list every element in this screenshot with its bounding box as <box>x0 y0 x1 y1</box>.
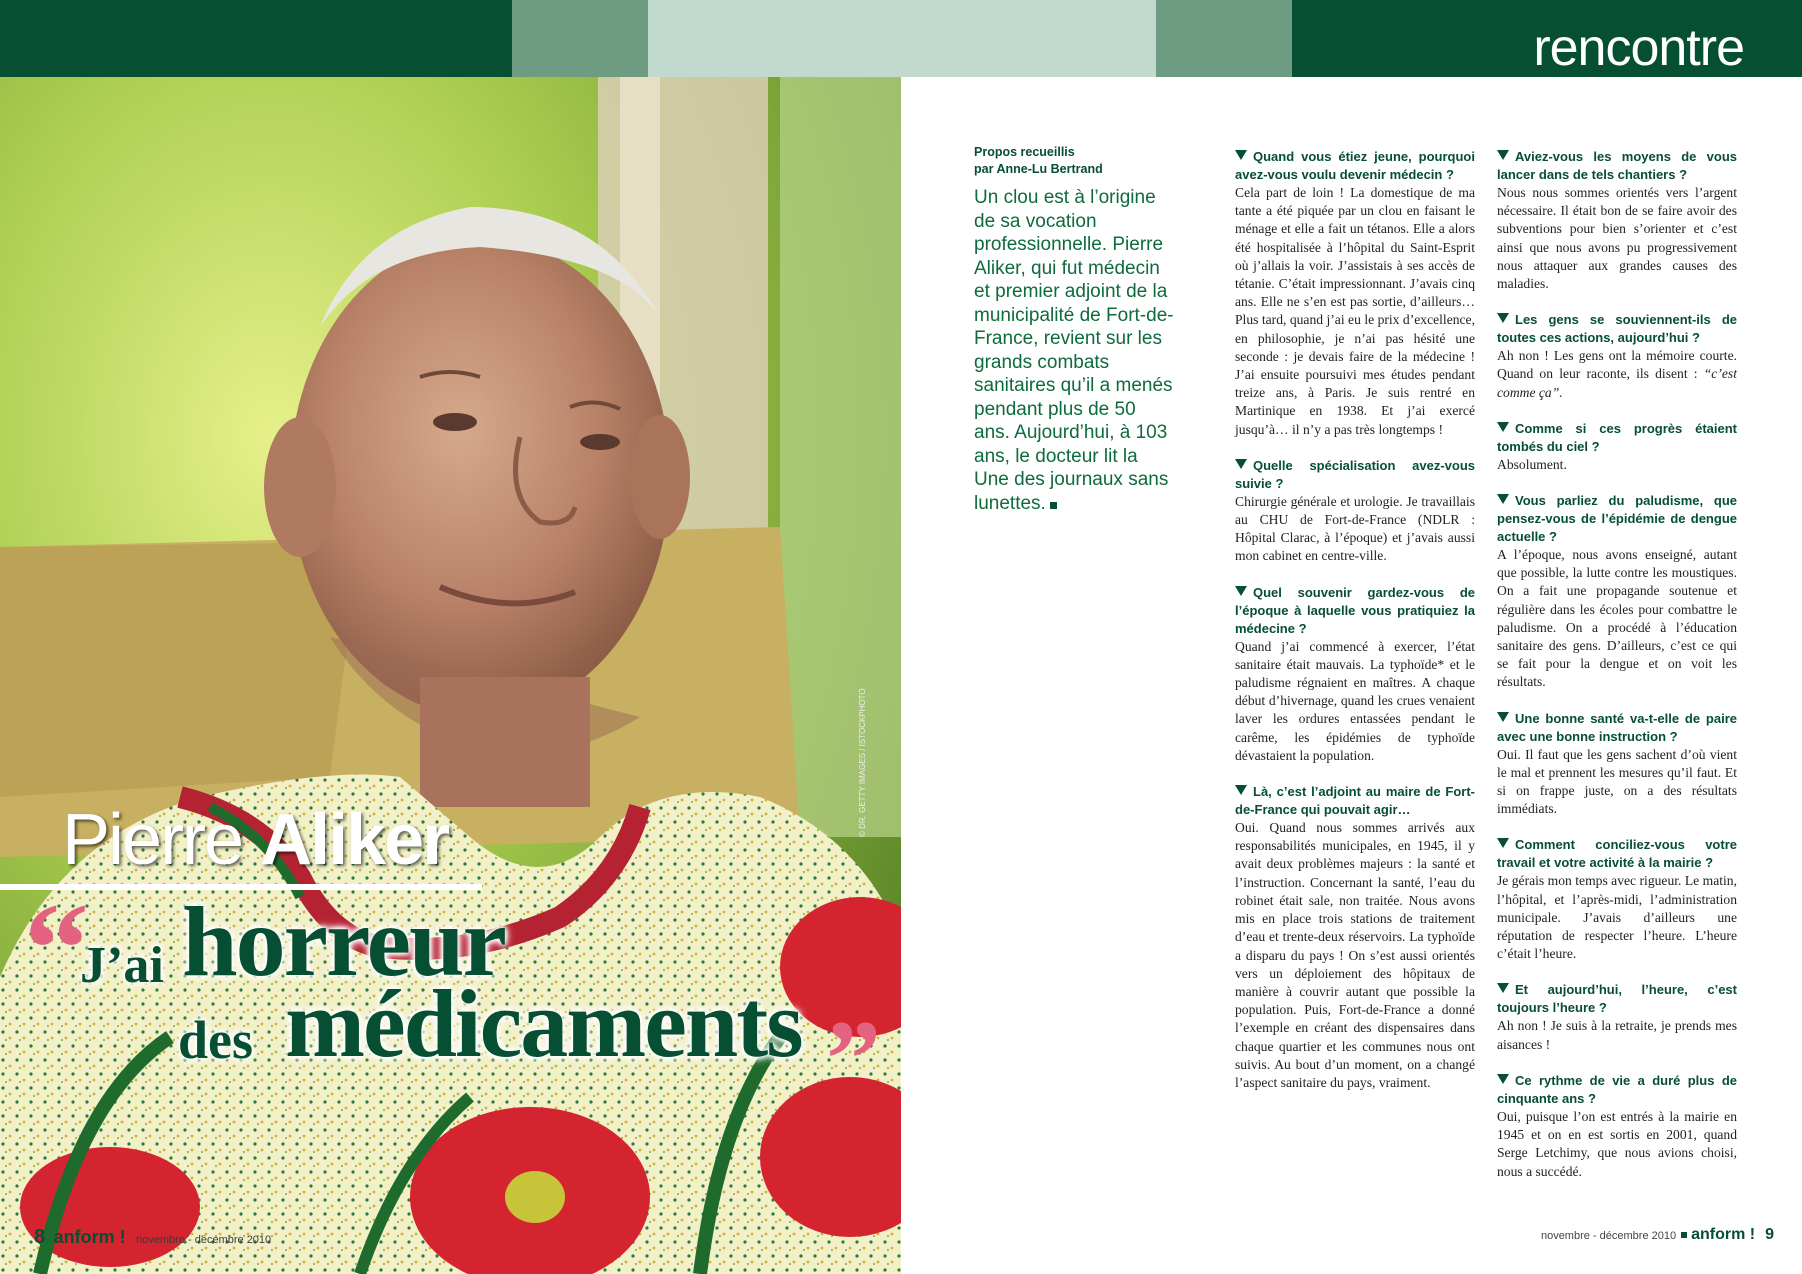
question <box>1497 836 1737 872</box>
triangle-bullet-icon <box>1497 494 1509 504</box>
question-text: Ce rythme de vie a duré plus de cinquante ans ? <box>1497 1072 1737 1106</box>
question-text: Quelle spécialisation avez-vous suivie ? <box>1235 457 1475 491</box>
answer <box>1497 347 1737 402</box>
header-band-light <box>648 0 1156 77</box>
section-label: rencontre <box>1533 19 1744 77</box>
answer: Oui, puisque l’on est entrés à la mairie en 1945 et on en est sortis en 2001, quand Serge Letchimy, que nous avions choisi, nous a succédé. <box>1497 1108 1737 1179</box>
question-text: Quel souvenir gardez-vous de l’époque à laquelle vous pratiquiez la médecine ? <box>1235 584 1475 636</box>
magazine-name-left: anform ! <box>53 1227 126 1247</box>
qa-block <box>1235 584 1475 765</box>
answer: Oui. Quand nous sommes arrivés aux responsabilités municipales, en 1945, il y avait deux problèmes majeurs : la santé et l’instruction. Concernant la santé, l’eau du robinet était sale, non traitée. Nous avons mis en place trois stations de traitement d’eau et trente-deux réservoirs. La typhoïde a disparu du pays ! On s’est aussi orientés vers un déploiement des hôpitaux de manière à couvrir autant que possible la population. Puis, Fort-de-France a donné l’exemple en créant des dispensaires dans chaque quartier et les communes nous ont suivis. Au bout d’un moment, on a changé l’aspect sanitaire du pays, vraiment. <box>1235 820 1475 1090</box>
question <box>1497 492 1737 546</box>
intro-paragraph: Un clou est à l’origine de sa vocation professionnelle. Pierre Aliker, qui fut médecin et premier adjoint de la municipalité de Fort-de-France, revient sur les grands combats sanitaires qu’il a menés pendant plus de 50 ans. Aujourd’hui, à 103 ans, le docteur lit la Une des journaux sans lunettes. <box>974 187 1174 514</box>
question-text: Les gens se souviennent-ils de toutes ces actions, aujourd’hui ? <box>1497 312 1737 346</box>
answer: Cela part de loin ! La domestique de ma tante a été piquée par un clou en faisant le ménage et elle a fait un tétanos. Elle a alors été hospitalisée à l’hôpital du Saint-Esprit où j’allais la voir. J’assistais à ses accès de tétanie. C’était impressionnant. J’avais cinq ans. Elle ne s’en est pas sortie, d’ailleurs…Plus tard, quand j’ai eu le prix d’excellence, en philosophie, je n’ai pas hésité une seconde : je devais faire de la médecine ! J’ai ensuite poursuivi mes études pendant treize ans, à Paris. Je suis rentré en Martinique en 1938. Et j’ai exercé jusqu’à… il n’y a pas très longtemps ! <box>1235 185 1475 437</box>
answer: A l’époque, nous avons enseigné, autant que possible, la lutte contre les moustiques. On a fait une propagande soutenue et régulière dans les écoles pour combattre le paludisme. On a procédé à l’éducation sanitaire des gens. D’ailleurs, c’est ce qui se fait pour la dengue et on voit les résultats. <box>1497 547 1737 690</box>
question <box>1235 148 1475 184</box>
magazine-name-right: anform ! <box>1691 1226 1756 1243</box>
portrait-illustration <box>0 77 901 1274</box>
interview-column-2 <box>1497 148 1737 1199</box>
end-square-icon <box>1050 502 1057 509</box>
photo-credit: © DR. GETTY IMAGES / ISTOCKPHOTO <box>858 688 867 837</box>
headline-word-des: des <box>178 1010 254 1070</box>
question-text: Comment conciliez-vous votre travail et votre activité à la mairie ? <box>1497 837 1737 871</box>
answer: Nous nous sommes orientés vers l’argent nécessaire. Il était bon de se faire avoir des subventions pour bien s’orienter et c’est ainsi que nous avons pu progressivement nous attaquer aux grandes causes des maladies. <box>1497 185 1737 292</box>
qa-block <box>1497 311 1737 402</box>
question-text: Là, c’est l’adjoint au maire de Fort-de-France qui pouvait agir… <box>1235 784 1475 818</box>
question-text: Aviez-vous les moyens de vous lancer dans de tels chantiers ? <box>1497 149 1737 182</box>
question-text: Et aujourd’hui, l’heure, c’est toujours l’heure ? <box>1497 982 1737 1016</box>
triangle-bullet-icon <box>1497 983 1509 993</box>
question <box>1497 311 1737 347</box>
question <box>1497 1072 1737 1108</box>
triangle-bullet-icon <box>1497 1074 1509 1084</box>
question <box>1497 981 1737 1017</box>
qa-block <box>1497 1072 1737 1181</box>
interview-column-1 <box>1235 148 1475 1110</box>
answer: Chirurgie générale et urologie. Je travaillais au CHU de Fort-de-France (NDLR : Hôpital Clarac, à l’époque) et j’avais aussi mon cabinet en centre-ville. <box>1235 493 1475 564</box>
qa-block <box>1497 420 1737 474</box>
footer-left <box>34 1226 271 1249</box>
triangle-bullet-icon <box>1235 785 1247 795</box>
qa-block <box>1497 148 1737 293</box>
triangle-bullet-icon <box>1235 150 1247 160</box>
qa-block <box>1235 148 1475 439</box>
question-text: Vous parliez du paludisme, que pensez-vous de l’épidémie de dengue actuelle ? <box>1497 493 1737 545</box>
qa-block <box>1497 981 1737 1053</box>
answer: Je gérais mon temps avec rigueur. Le matin, l’hôpital, et l’après-midi, l’administration municipale. J’avais d’ailleurs une réputation de respecter l’heure. L’heure c’était l’heure. <box>1497 873 1737 962</box>
close-quote-mark: ” <box>826 998 881 1120</box>
answer: Absolument. <box>1497 456 1567 472</box>
qa-block <box>1235 457 1475 566</box>
headline-word-horreur: horreur <box>182 886 505 997</box>
qa-block <box>1497 492 1737 692</box>
answer-quote: “c’est comme ça”. <box>1497 366 1737 400</box>
question-text: Comme si ces progrès étaient tombés du ciel ? <box>1497 420 1737 454</box>
question <box>1497 710 1737 746</box>
question <box>1235 783 1475 819</box>
first-name: Pierre <box>62 800 243 880</box>
header-band-mid-right <box>1156 0 1292 77</box>
qa-block <box>1235 783 1475 1092</box>
triangle-bullet-icon <box>1497 712 1509 722</box>
headline-word-medicaments: médicaments <box>285 970 802 1077</box>
triangle-bullet-icon <box>1497 838 1509 848</box>
square-separator-icon <box>1681 1232 1687 1238</box>
answer: Ah non ! Je suis à la retraite, je prends mes aisances ! <box>1497 1018 1737 1052</box>
headline-word-jai: J’ai <box>80 937 164 994</box>
issue-date-right: novembre - décembre 2010 <box>1540 1230 1677 1242</box>
answer: Quand j’ai commencé à exercer, l’état sanitaire était mauvais. La typhoïde* et le paludisme régnaient en maîtres. A chaque début d’hivernage, quand les crues venaient laver les ordures entassées pendant le carême, les épidémies de typhoïde dévastaient la population. <box>1235 638 1475 763</box>
answer: Oui. Il faut que les gens sachent d’où vient le mal et prennent les mesures qu’il faut. Et si on frappe juste, on a des résultats immédiats. <box>1497 746 1737 817</box>
open-quote-mark: “ <box>24 877 89 1021</box>
portrait-photo <box>0 77 901 1274</box>
triangle-bullet-icon <box>1235 586 1247 596</box>
page-number-right: 9 <box>1765 1226 1774 1243</box>
footer-right <box>1541 1226 1774 1244</box>
page-number-left: 8 <box>34 1226 46 1248</box>
triangle-bullet-icon <box>1497 313 1509 323</box>
question-text: Quand vous étiez jeune, pourquoi avez-vous voulu devenir médecin ? <box>1235 149 1475 182</box>
qa-block <box>1497 836 1737 963</box>
header-band-dark-left <box>0 0 512 77</box>
header-band-mid-left <box>512 0 648 77</box>
question <box>1497 148 1737 184</box>
byline <box>974 144 1154 178</box>
byline-line-2: par Anne-Lu Bertrand <box>974 162 1103 176</box>
question-text: Une bonne santé va-t-elle de paire avec une bonne instruction ? <box>1497 710 1737 744</box>
triangle-bullet-icon <box>1497 422 1509 432</box>
byline-line-1: Propos recueillis <box>974 145 1075 159</box>
qa-block <box>1497 710 1737 819</box>
question <box>1497 420 1737 456</box>
triangle-bullet-icon <box>1235 459 1247 469</box>
issue-date-left: novembre - décembre 2010 <box>136 1234 272 1246</box>
question <box>1235 457 1475 493</box>
last-name: Aliker <box>260 800 449 880</box>
triangle-bullet-icon <box>1497 150 1509 160</box>
intro-text <box>974 186 1174 515</box>
interviewee-name <box>62 800 448 880</box>
answer-text: Ah non ! Les gens ont la mémoire courte. Quand on leur raconte, ils disent : <box>1497 348 1737 382</box>
question <box>1235 584 1475 638</box>
